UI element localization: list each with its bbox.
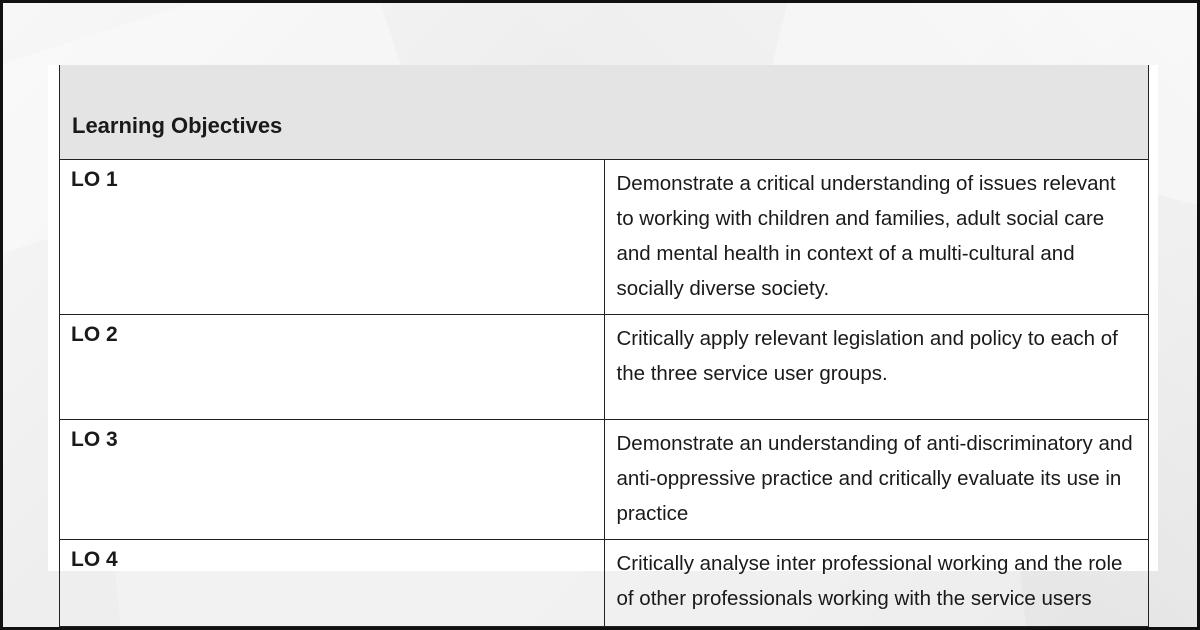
- table-header-row: [60, 65, 1149, 159]
- objective-code: LO 4: [60, 539, 605, 626]
- objective-text: Demonstrate an understanding of anti-discriminatory and anti-oppressive practice and critically evaluate its use in practice: [604, 419, 1149, 539]
- table-header-title: Learning Objectives: [60, 65, 1149, 159]
- learning-objectives-table: [59, 65, 1149, 627]
- objective-code: LO 1: [60, 159, 605, 314]
- table-row: [60, 539, 1149, 626]
- table-row: [60, 419, 1149, 539]
- objective-text: Critically analyse inter professional working and the role of other professionals working with the service users: [604, 539, 1149, 626]
- objective-text: Critically apply relevant legislation and policy to each of the three service user groups.: [604, 314, 1149, 419]
- objective-code: LO 2: [60, 314, 605, 419]
- table-row: [60, 159, 1149, 314]
- objective-text: Demonstrate a critical understanding of issues relevant to working with children and families, adult social care and mental health in context of a multi-cultural and socially diverse society.: [604, 159, 1149, 314]
- table-row: [60, 314, 1149, 419]
- document-page: [48, 65, 1158, 610]
- objective-code: LO 3: [60, 419, 605, 539]
